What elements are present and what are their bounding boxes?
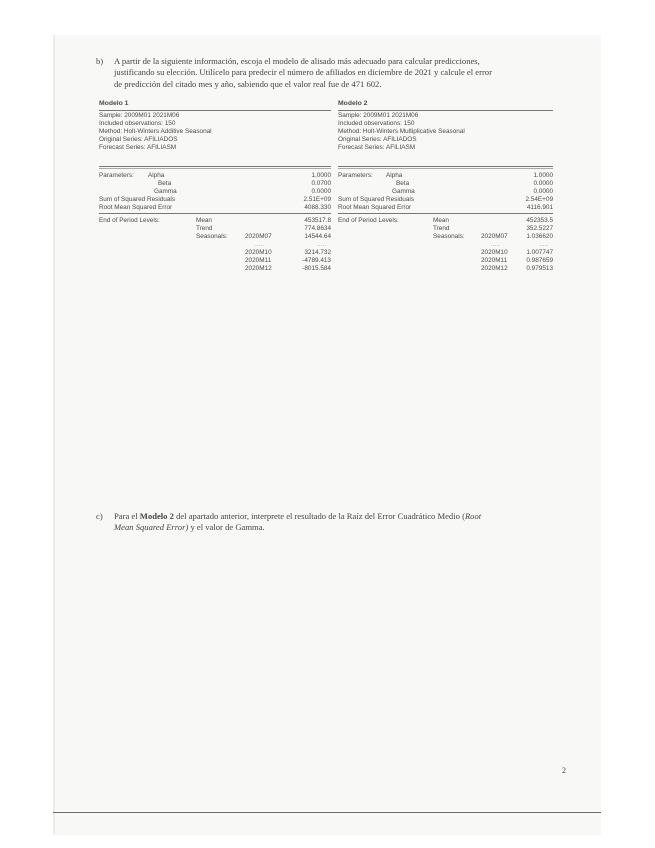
- model-2-mean-value: 452353.5: [526, 217, 553, 224]
- model-2-trend-value: 352.5227: [526, 225, 553, 232]
- question-b-label: b): [96, 56, 104, 66]
- model-2-gamma-value: 0.0000: [533, 188, 553, 195]
- model-2-s1-value: 1.036620: [526, 233, 553, 240]
- model-2-beta-value: 0.0000: [533, 180, 553, 187]
- model-1-top-rule: [99, 110, 331, 111]
- question-c-italic-2: Mean Squared Error): [114, 522, 189, 533]
- question-b-line-3: de predicción del citado mes y año, sabiendo que el valor real fue de 471 602.: [114, 78, 382, 89]
- bottom-border: [53, 812, 601, 813]
- model-2-mean-label: Mean: [433, 217, 449, 224]
- model-1-levels-rule: [99, 213, 331, 214]
- model-2-s11-value: 0.987659: [526, 257, 553, 264]
- model-2-trend-label: Trend: [433, 225, 450, 232]
- model-2-header: [338, 100, 553, 108]
- model-2-params-rule: [338, 166, 553, 167]
- model-1-params-rule-b: [99, 168, 331, 169]
- model-2-dots-value: .....: [539, 241, 548, 248]
- model-1-method: Method: Holt-Winters Additive Seasonal: [99, 128, 212, 136]
- question-b-line-2: justificando su elección. Utilícelo para predecir el número de afiliados en diciembre de 2021 y calcule el error: [114, 67, 492, 78]
- exam-page: [53, 35, 601, 835]
- model-2-top-rule: [338, 110, 553, 111]
- model-1-s11-period: 2020M11: [245, 257, 272, 264]
- question-c-text: [114, 511, 592, 534]
- question-b: [96, 56, 594, 92]
- model-2-gamma-label: Gamma: [392, 188, 415, 195]
- question-b-line-1: A partir de la siguiente información, escoja el modelo de alisado más adecuado para calcular predicciones,: [114, 56, 480, 66]
- model-2-observations: Included observations: 150: [338, 120, 415, 128]
- page-edge: [53, 35, 55, 835]
- model-1-ssr-value: 2.51E+09: [303, 196, 331, 203]
- model-1-beta-label: Beta: [158, 180, 172, 187]
- question-c-italic-1: Root: [464, 511, 482, 521]
- model-1-info: [99, 112, 329, 152]
- model-1-forecast-series: Forecast Series: AFILIASM: [99, 144, 177, 152]
- model-1-params-label: Parameters:: [99, 172, 134, 179]
- model-1-s1-value: 14544.64: [304, 233, 331, 240]
- model-1-rmse-value: 4088.330: [304, 204, 331, 211]
- model-1-seasonals-label: Seasonals:: [196, 233, 228, 240]
- model-2-beta-label: Beta: [396, 180, 410, 187]
- model-2-s10-period: 2020M10: [481, 249, 508, 256]
- model-1-trend-label: Trend: [196, 225, 213, 232]
- model-1-s11-value: -4789.413: [302, 257, 331, 264]
- model-2-s1-period: 2020M07: [481, 233, 508, 240]
- question-c-line-2: [114, 522, 592, 533]
- model-2-s10-value: 1.007747: [526, 249, 553, 256]
- model-1-beta-value: 0.0700: [311, 180, 331, 187]
- model-2-alpha-label: Alpha: [386, 172, 403, 179]
- model-2-s11-period: 2020M11: [481, 257, 508, 264]
- question-b-text: [114, 56, 592, 90]
- question-c-part-3: y el valor de Gamma.: [188, 522, 265, 533]
- model-2-s12-period: 2020M12: [481, 265, 508, 272]
- model-1-alpha-value: 1.0000: [311, 172, 331, 179]
- question-c-part-1: Para el: [114, 511, 140, 521]
- model-1-mean-value: 453517.8: [304, 217, 331, 224]
- model-2-ssr-label: Sum of Squared Residuals: [338, 196, 415, 203]
- model-1-gamma-label: Gamma: [154, 188, 177, 195]
- model-1-params-rule: [99, 166, 331, 167]
- model-1-title: Modelo 1: [99, 100, 129, 107]
- question-c-part-2: del apartado anterior, interprete el resultado de la Raíz del Error Cuadrático Medio (: [173, 511, 465, 521]
- model-2-alpha-value: 1.0000: [533, 172, 553, 179]
- model-1-dots: .....: [255, 241, 264, 248]
- model-1-s10-value: 3214.732: [304, 249, 331, 256]
- model-1-s12-period: 2020M12: [245, 265, 272, 272]
- model-2-original-series: Original Series: AFILIADOS: [338, 136, 417, 144]
- model-1-original-series: Original Series: AFILIADOS: [99, 136, 178, 144]
- model-2-method: Method: Holt-Winters Multiplicative Seasonal: [338, 128, 465, 136]
- model-1-dots-value: .....: [317, 241, 326, 248]
- model-2-info: [338, 112, 553, 152]
- model-1-s1-period: 2020M07: [245, 233, 272, 240]
- model-2-forecast-series: Forecast Series: AFILIASM: [338, 144, 416, 152]
- model-1-s10-period: 2020M10: [245, 249, 272, 256]
- page-number: 2: [562, 766, 566, 775]
- question-c-label: c): [96, 511, 103, 521]
- model-2-dots: .....: [491, 241, 500, 248]
- model-2-eop-label: End of Period Levels:: [338, 217, 399, 224]
- model-1-eop-label: End of Period Levels:: [99, 217, 160, 224]
- model-1-trend-value: 774.8634: [304, 225, 331, 232]
- model-2-rmse-label: Root Mean Squared Error: [338, 204, 412, 211]
- question-c-model-ref: Modelo 2: [139, 511, 174, 521]
- model-2-levels-rule: [338, 213, 553, 214]
- model-2-params-rule-b: [338, 168, 553, 169]
- model-1-sample: Sample: 2009M01 2021M06: [99, 112, 180, 119]
- model-2-seasonals-label: Seasonals:: [433, 233, 465, 240]
- model-2-s12-value: 0.979513: [526, 265, 553, 272]
- model-1-mean-label: Mean: [196, 217, 212, 224]
- model-2-params-label: Parameters:: [338, 172, 373, 179]
- model-2-ssr-value: 2.54E+09: [525, 196, 553, 203]
- model-1-observations: Included observations: 150: [99, 120, 176, 128]
- model-1-s12-value: -8015.584: [302, 265, 331, 272]
- model-2-sample: Sample: 2009M01 2021M06: [338, 112, 419, 119]
- model-1-header: [99, 100, 329, 108]
- model-1-ssr-label: Sum of Squared Residuals: [99, 196, 176, 203]
- question-c-line-1: [114, 511, 592, 522]
- question-c: [96, 511, 594, 535]
- model-1-alpha-label: Alpha: [148, 172, 165, 179]
- model-1-rmse-label: Root Mean Squared Error: [99, 204, 173, 211]
- model-2-title: Modelo 2: [338, 100, 368, 107]
- model-2-rmse-value: 4116.901: [526, 204, 553, 211]
- model-1-gamma-value: 0.0000: [311, 188, 331, 195]
